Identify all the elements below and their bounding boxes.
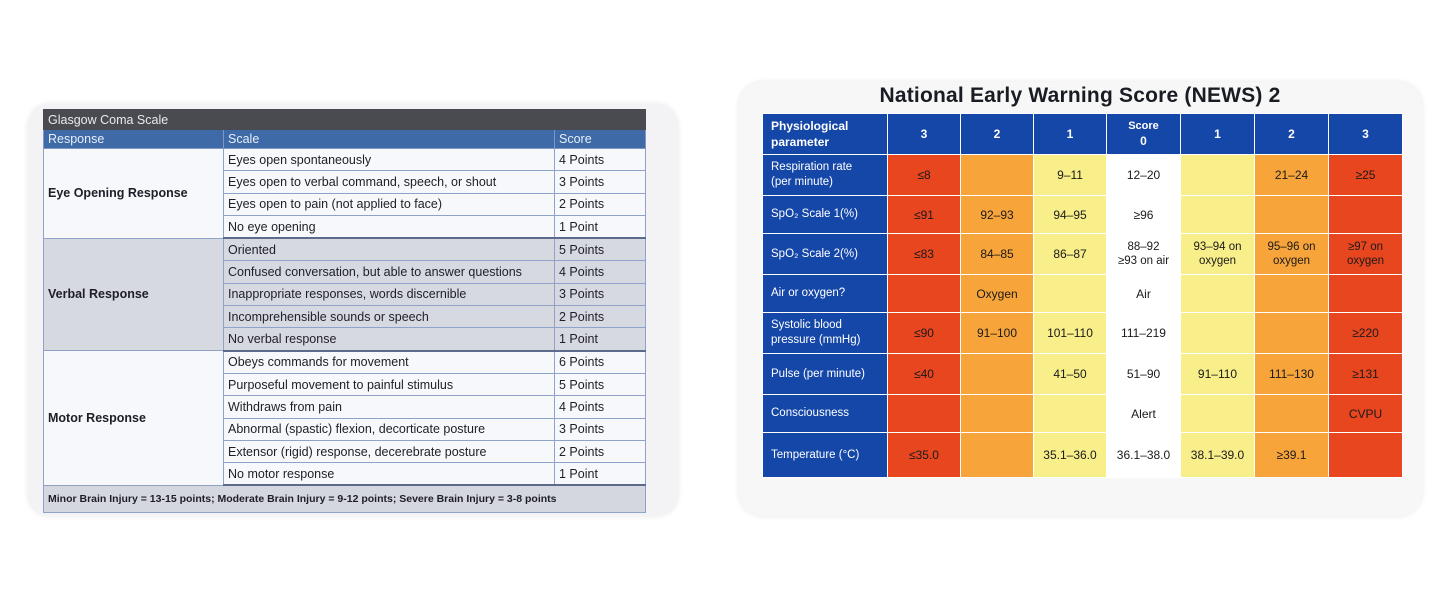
score-cell: 2 Points — [555, 440, 646, 462]
score-cell: 6 Points — [555, 351, 646, 374]
score-cell-line: ≥93 on air — [1117, 255, 1170, 267]
scale-cell: No motor response — [224, 463, 555, 486]
score-cell: ≥39.1 — [1255, 433, 1329, 478]
score-cell — [961, 155, 1034, 196]
score-cell: ≥220 — [1329, 313, 1403, 354]
score-cell: Alert — [1107, 395, 1181, 433]
table-row — [763, 433, 1403, 478]
verbal-response-label: Verbal Response — [44, 238, 224, 350]
table-row — [763, 155, 1403, 196]
score-cell — [1255, 313, 1329, 354]
param-header-line2: parameter — [771, 135, 830, 149]
scale-cell: Inappropriate responses, words discernible — [224, 283, 555, 305]
score-cell — [1181, 395, 1255, 433]
score-col-header: 3 — [888, 114, 961, 155]
score-cell: 4 Points — [555, 396, 646, 418]
scale-cell: Withdraws from pain — [224, 396, 555, 418]
parameter-line2: (per minute) — [771, 176, 833, 188]
gcs-footer: Minor Brain Injury = 13-15 points; Moderate Brain Injury = 9-12 points; Severe Brain Injury = 3-8 points — [44, 485, 646, 513]
parameter-line1: Consciousness — [771, 407, 849, 419]
score-cell: ≥25 — [1329, 155, 1403, 196]
score-cell: 111–130 — [1255, 354, 1329, 395]
score-cell — [1329, 433, 1403, 478]
score-cell — [1329, 234, 1403, 275]
param-header-line1: Physiological — [771, 119, 849, 133]
parameter-line1: SpO₂ Scale 1(%) — [771, 208, 858, 220]
score-cell-line: 95–96 on — [1267, 241, 1316, 253]
score-cell: 94–95 — [1034, 196, 1107, 234]
score-cell: 101–110 — [1034, 313, 1107, 354]
score-cell-line: oxygen — [1198, 255, 1237, 267]
table-row — [44, 351, 646, 374]
parameter-label — [763, 313, 888, 354]
score-col-header: 1 — [1034, 114, 1107, 155]
score-cell — [1181, 313, 1255, 354]
score-cell — [1034, 275, 1107, 313]
gcs-title: Glasgow Coma Scale — [44, 110, 646, 130]
news-title: National Early Warning Score (NEWS) 2 — [879, 84, 1281, 107]
score-cell: 2 Points — [555, 193, 646, 215]
scale-cell: Confused conversation, but able to answer questions — [224, 261, 555, 283]
parameter-line1: SpO₂ Scale 2(%) — [771, 247, 858, 260]
score-cell: ≤91 — [888, 196, 961, 234]
score-cell: ≤83 — [888, 234, 961, 275]
score-cell — [1181, 196, 1255, 234]
score-cell: ≤90 — [888, 313, 961, 354]
score-cell — [1107, 234, 1181, 275]
score-cell: 3 Points — [555, 418, 646, 440]
scale-cell: No verbal response — [224, 328, 555, 351]
score-cell-line: oxygen — [1272, 255, 1311, 267]
score-col-header: 2 — [961, 114, 1034, 155]
table-row — [763, 395, 1403, 433]
score-cell — [1255, 234, 1329, 275]
score-cell: 5 Points — [555, 238, 646, 261]
scale-cell: Eyes open spontaneously — [224, 149, 555, 171]
score-cell — [888, 275, 961, 313]
table-row — [763, 354, 1403, 395]
score-cell: 9–11 — [1034, 155, 1107, 196]
scale-cell: Eyes open to verbal command, speech, or shout — [224, 171, 555, 193]
score-cell: 1 Point — [555, 463, 646, 486]
scale-cell: No eye opening — [224, 215, 555, 238]
score-cell: ≤35.0 — [888, 433, 961, 478]
score-cell: 51–90 — [1107, 354, 1181, 395]
scale-cell: Abnormal (spastic) flexion, decorticate posture — [224, 418, 555, 440]
score-col-header — [1107, 114, 1181, 155]
score-cell: 38.1–39.0 — [1181, 433, 1255, 478]
score-cell — [1034, 395, 1107, 433]
scale-cell: Purposeful movement to painful stimulus — [224, 373, 555, 395]
score-cell — [1255, 275, 1329, 313]
score-cell: 4 Points — [555, 261, 646, 283]
score-cell — [1329, 275, 1403, 313]
score-cell: 5 Points — [555, 373, 646, 395]
score-cell-line: 88–92 — [1127, 241, 1160, 253]
score-cell — [1255, 395, 1329, 433]
gcs-header-score: Score — [555, 130, 646, 149]
parameter-label — [763, 155, 888, 196]
score-cell — [888, 395, 961, 433]
parameter-label — [763, 234, 888, 275]
parameter-label — [763, 354, 888, 395]
score-cell: 35.1–36.0 — [1034, 433, 1107, 478]
score-cell — [961, 354, 1034, 395]
score-cell: 91–100 — [961, 313, 1034, 354]
score-cell: ≤8 — [888, 155, 961, 196]
score-cell — [1181, 275, 1255, 313]
table-row — [763, 275, 1403, 313]
score-label: Score — [1128, 120, 1159, 132]
parameter-line1: Air or oxygen? — [771, 287, 846, 299]
table-row — [44, 149, 646, 171]
score-cell: 92–93 — [961, 196, 1034, 234]
score-cell: ≥96 — [1107, 196, 1181, 234]
score-cell: 84–85 — [961, 234, 1034, 275]
parameter-label — [763, 275, 888, 313]
parameter-label — [763, 395, 888, 433]
scale-cell: Incomprehensible sounds or speech — [224, 306, 555, 328]
parameter-label — [763, 196, 888, 234]
parameter-line1: Systolic blood — [771, 319, 842, 331]
gcs-header-scale: Scale — [224, 130, 555, 149]
score-col-header: 1 — [1181, 114, 1255, 155]
parameter-line2: pressure (mmHg) — [771, 334, 861, 346]
score-cell: 3 Points — [555, 283, 646, 305]
score-col-header: 2 — [1255, 114, 1329, 155]
scale-cell: Obeys commands for movement — [224, 351, 555, 374]
gcs-header-response: Response — [44, 130, 224, 149]
score-cell: Air — [1107, 275, 1181, 313]
score-cell-line: oxygen — [1346, 255, 1385, 267]
score-cell: ≥131 — [1329, 354, 1403, 395]
parameter-label — [763, 433, 888, 478]
parameter-line1: Pulse (per minute) — [771, 367, 865, 380]
score-cell-line: 93–94 on — [1193, 241, 1242, 253]
score-cell: Oxygen — [961, 275, 1034, 313]
scale-cell: Oriented — [224, 238, 555, 261]
scale-cell: Eyes open to pain (not applied to face) — [224, 193, 555, 215]
score-cell — [961, 395, 1034, 433]
score-cell: ≤40 — [888, 354, 961, 395]
scale-cell: Extensor (rigid) response, decerebrate posture — [224, 440, 555, 462]
score-cell: 2 Points — [555, 306, 646, 328]
score-cell: CVPU — [1329, 395, 1403, 433]
news-table — [762, 113, 1403, 478]
score-cell: 111–219 — [1107, 313, 1181, 354]
score-cell: 1 Point — [555, 215, 646, 238]
param-header — [763, 114, 888, 155]
score-cell: 91–110 — [1181, 354, 1255, 395]
score-cell: 4 Points — [555, 149, 646, 171]
table-row — [44, 238, 646, 261]
table-row — [763, 234, 1403, 275]
score-cell: 1 Point — [555, 328, 646, 351]
parameter-line1: Respiration rate — [771, 161, 853, 173]
score-col-header: 3 — [1329, 114, 1403, 155]
score-cell: 86–87 — [1034, 234, 1107, 275]
gcs-table — [43, 109, 646, 513]
score-cell — [1181, 234, 1255, 275]
score-cell — [1329, 196, 1403, 234]
score-cell: 3 Points — [555, 171, 646, 193]
eye-opening-response-label: Eye Opening Response — [44, 149, 224, 239]
score-cell-line: ≥97 on — [1347, 241, 1384, 253]
score-cell — [1181, 155, 1255, 196]
score-cell: 36.1–38.0 — [1107, 433, 1181, 478]
score-cell: 41–50 — [1034, 354, 1107, 395]
score-cell — [961, 433, 1034, 478]
motor-response-label: Motor Response — [44, 351, 224, 486]
parameter-line1: Temperature (°C) — [771, 448, 860, 461]
table-row — [763, 313, 1403, 354]
score-col-value: 0 — [1140, 134, 1147, 148]
score-cell — [1255, 196, 1329, 234]
table-row — [763, 196, 1403, 234]
score-cell: 12–20 — [1107, 155, 1181, 196]
score-cell: 21–24 — [1255, 155, 1329, 196]
